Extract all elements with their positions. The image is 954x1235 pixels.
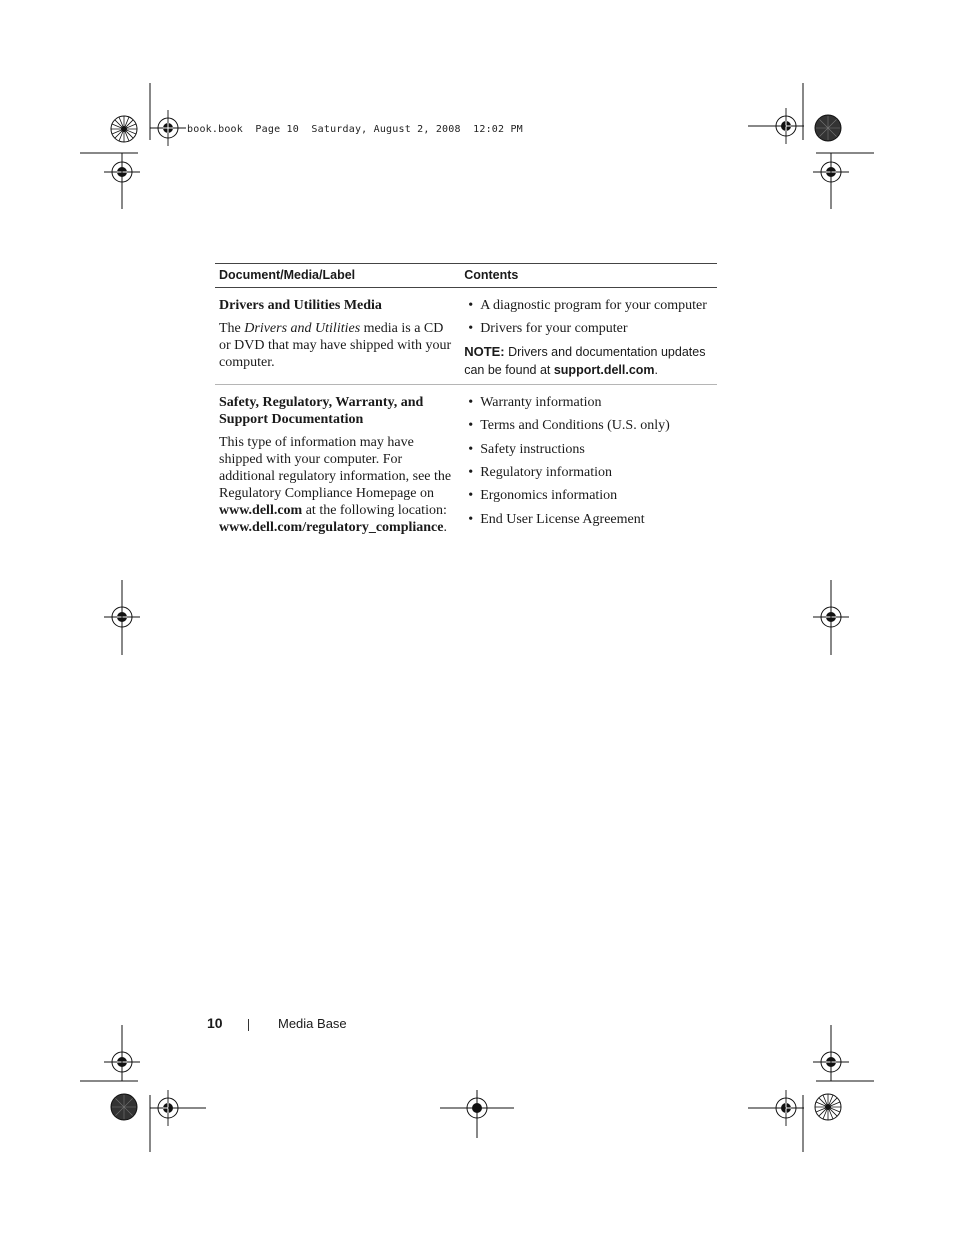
table-row [215,384,717,541]
desc-text: This type of information may have shipped with your computer. For additional regulatory information, see the Regulatory Compliance Homepage on [219,434,452,501]
list-item: • A diagnostic program for your computer [464,297,713,314]
list-item: • Regulatory information [464,464,713,481]
row-contents-cell [460,288,717,385]
desc-text: at the following location: [302,502,447,518]
header-contents: Contents [460,264,717,288]
list-item: • Drivers for your computer [464,320,713,337]
documentation-table [215,263,717,541]
note-text: Drivers and documentation updates can be found at [464,344,706,377]
row-contents-cell [460,384,717,541]
note-end: . [654,362,659,377]
list-item: • Safety instructions [464,441,713,458]
desc-text: . [443,519,447,535]
table-row [215,288,717,385]
dell-link[interactable]: www.dell.com [219,502,303,518]
page-number: 10 [207,1015,223,1031]
support-link[interactable]: support.dell.com [553,362,655,377]
header-document-media-label: Document/Media/Label [215,264,460,288]
print-slug-line: book.book Page 10 Saturday, August 2, 2008 12:02 PM [187,124,523,135]
footer-section-title: Media Base [278,1016,347,1031]
desc-italic-title: Drivers and Utilities [244,321,361,336]
list-item: • Terms and Conditions (U.S. only) [464,417,713,434]
desc-text: The [219,321,245,336]
regulatory-compliance-link[interactable]: www.dell.com/regulatory_compliance [219,519,444,535]
list-item: • Warranty information [464,394,713,411]
row-title: Drivers and Utilities Media [219,298,382,313]
desc-text: media is a CD or DVD that may have shipped with your computer. [219,321,452,370]
footer-divider [248,1019,249,1031]
row-title: Safety, Regulatory, Warranty, and Support Documentation [219,394,424,427]
list-item: • End User License Agreement [464,511,713,528]
note-block [464,343,713,379]
contents-list [464,297,713,337]
contents-list [464,394,713,528]
row-description [219,434,456,536]
table-header-row [215,264,717,288]
row-description [219,320,456,371]
note-label: NOTE: [464,343,505,359]
list-item: • Ergonomics information [464,487,713,504]
row-label-cell [215,384,460,541]
row-label-cell [215,288,460,385]
